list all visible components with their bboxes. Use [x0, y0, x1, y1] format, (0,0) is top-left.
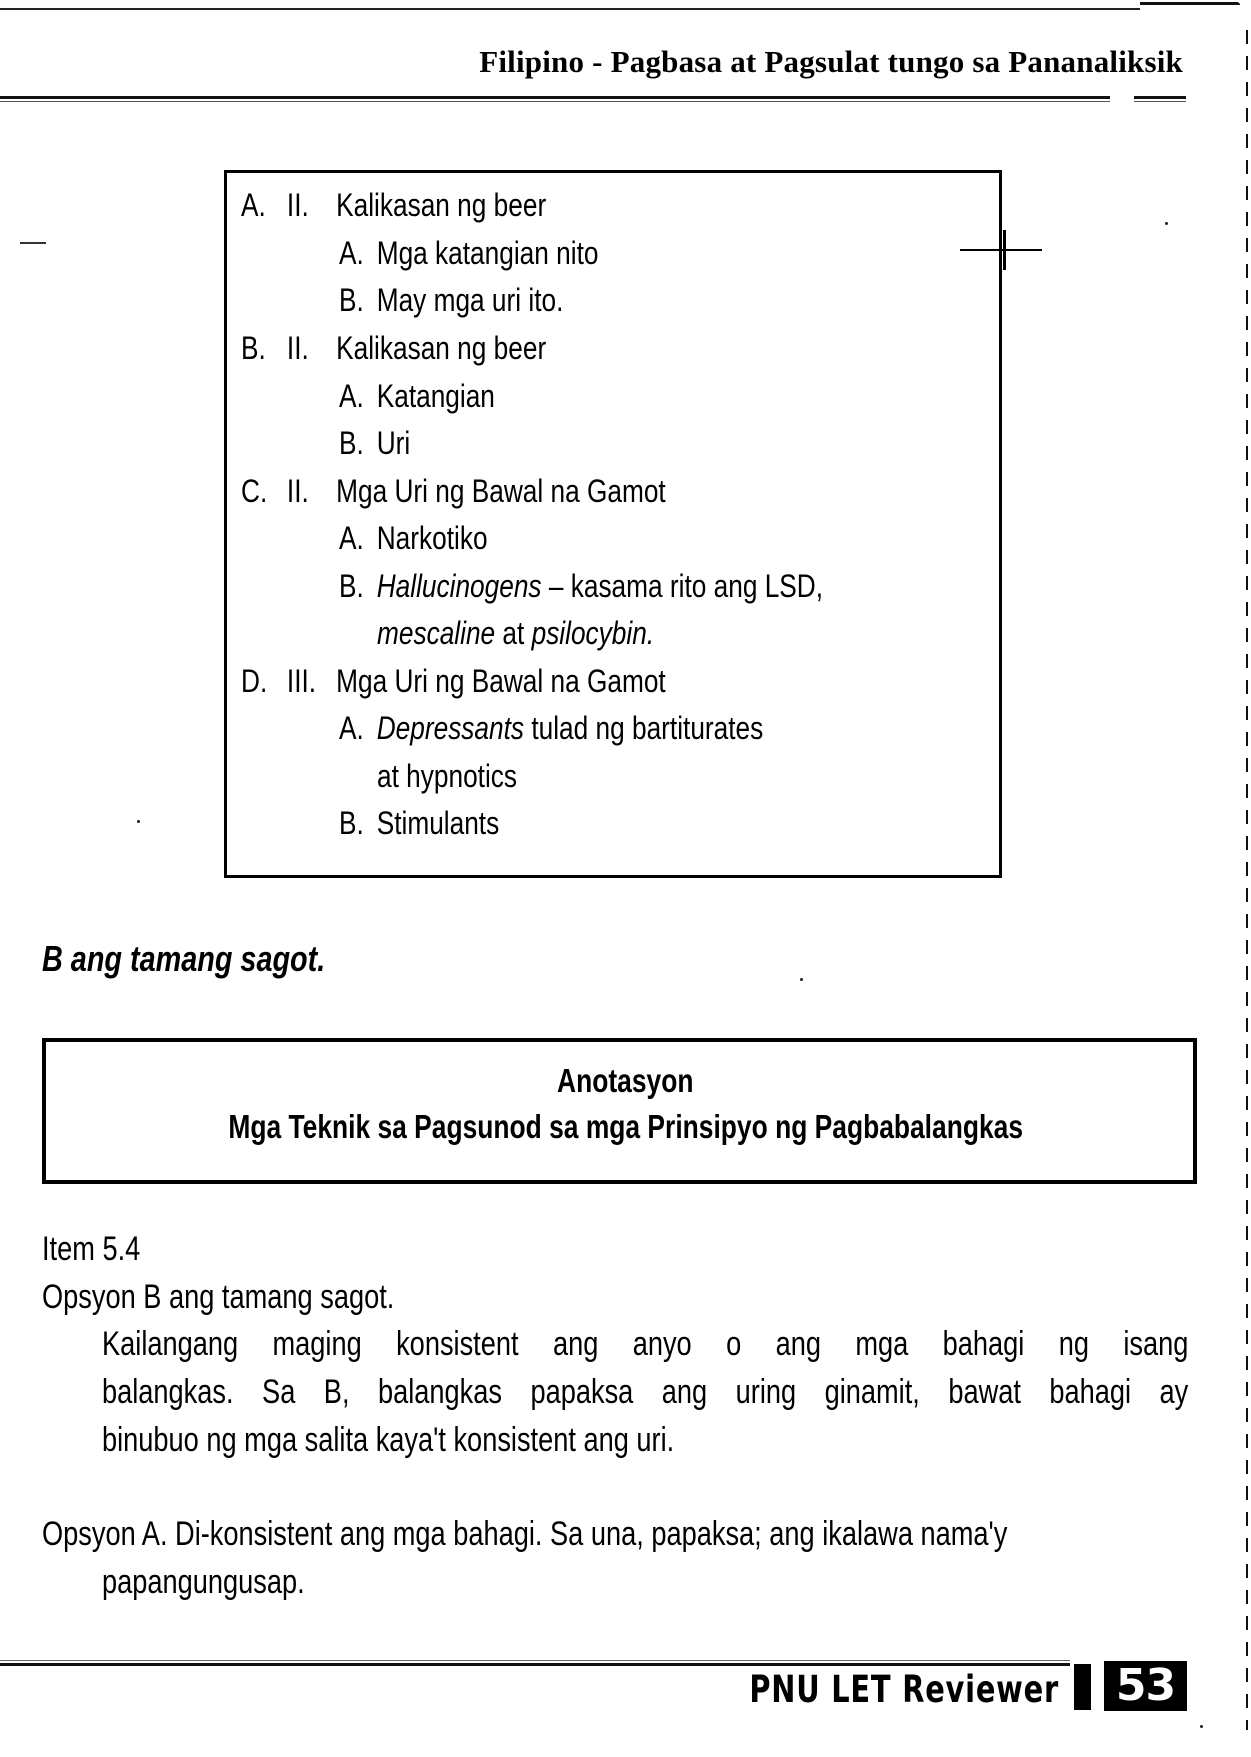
outline-subitem-continuation [377, 613, 654, 653]
paragraph-word: B, [323, 1373, 350, 1411]
paragraph-word: isang [1123, 1325, 1189, 1363]
justified-line [102, 1320, 1188, 1368]
subitem-label: A. [339, 235, 364, 271]
explanation-paragraph [102, 1320, 1189, 1464]
paragraph-word: balangkas [377, 1373, 502, 1411]
subitem-text: at [495, 615, 532, 651]
paragraph-line [102, 1320, 1189, 1368]
subitem-text: Stimulants [376, 805, 500, 841]
paragraph-word: anyo [632, 1325, 692, 1363]
outline-subitem [339, 803, 499, 843]
subitem-text: Katangian [376, 378, 495, 414]
header-rule-thin [1134, 101, 1186, 102]
option-b-heading [241, 328, 546, 368]
subitem-text: Mga katangian nito [376, 235, 599, 271]
paragraph-word: konsistent [396, 1325, 519, 1363]
header-rule [1134, 96, 1186, 99]
running-header-title: Filipino - Pagbasa at Pagsulat tungo sa Pananaliksik [479, 44, 1183, 79]
paragraph-word: ay [1159, 1373, 1189, 1411]
footer-rule [0, 1663, 1070, 1666]
subitem-italic-term: psilocybin. [531, 615, 655, 651]
paragraph-line [102, 1368, 1189, 1416]
subitem-italic-term: Hallucinogens [376, 568, 542, 604]
paragraph-word: papaksa [530, 1373, 634, 1411]
subitem-italic-term: Depressants [376, 710, 525, 746]
correct-option-statement: Opsyon B ang tamang sagot. [42, 1278, 395, 1316]
option-c-heading [241, 471, 666, 511]
page-number: 53 [1104, 1661, 1187, 1711]
outline-heading: Kalikasan ng beer [336, 330, 547, 366]
subitem-text: tulad ng bartiturates [524, 710, 764, 746]
scan-edge-right [1246, 30, 1248, 1730]
paragraph-word: ang [552, 1325, 599, 1363]
footer-book-title: PNU LET Reviewer [749, 1668, 1059, 1711]
justified-line [102, 1368, 1188, 1416]
outline-subitem [339, 708, 763, 748]
scan-speck [1165, 222, 1168, 225]
subitem-text: at hypnotics [377, 758, 518, 794]
correct-answer: B ang tamang sagot. [42, 938, 326, 979]
outline-subitem [339, 376, 495, 416]
subitem-label: B. [339, 805, 364, 841]
paragraph-word: ang [661, 1373, 708, 1411]
paragraph-word: maging [272, 1325, 362, 1363]
outline-subitem [339, 566, 823, 606]
paragraph-word: ang [775, 1325, 821, 1363]
paragraph-word: mga [855, 1325, 909, 1363]
scan-speck [800, 978, 803, 981]
outline-heading: Mga Uri ng Bawal na Gamot [336, 663, 666, 699]
paragraph-word: Kailangang [102, 1325, 239, 1363]
header-rule-thin [0, 101, 1110, 102]
outline-heading: Mga Uri ng Bawal na Gamot [336, 473, 666, 509]
paragraph-line [102, 1416, 972, 1464]
option-a-explanation-continuation: papangungusap. [102, 1563, 305, 1601]
paragraph-word: ng [1058, 1325, 1089, 1363]
footer-black-block [1074, 1664, 1091, 1710]
scan-edge-top [0, 8, 1140, 10]
roman-numeral: II. [286, 187, 309, 223]
header-rule [0, 96, 1110, 99]
annotation-title [0, 1062, 1251, 1100]
roman-numeral: III. [286, 663, 317, 699]
paragraph-word: bahagi [1049, 1373, 1132, 1411]
option-letter: B. [241, 330, 266, 366]
paragraph-word: ginamit, [824, 1373, 920, 1411]
outline-subitem [339, 280, 563, 320]
option-a-heading [241, 185, 546, 225]
registration-tick [20, 242, 46, 244]
scan-edge-corner [1140, 2, 1240, 5]
roman-numeral: II. [286, 473, 309, 509]
subitem-text: Narkotiko [376, 520, 488, 556]
item-number: Item 5.4 [42, 1230, 141, 1268]
subitem-label: A. [339, 378, 364, 414]
roman-numeral: II. [286, 330, 309, 366]
annotation-title-text: Anotasyon [557, 1062, 694, 1099]
paragraph-word: o [726, 1325, 742, 1363]
subitem-label: B. [339, 282, 364, 318]
subitem-label: A. [339, 710, 364, 746]
footer-rule-thin [0, 1660, 1070, 1661]
outline-heading: Kalikasan ng beer [336, 187, 547, 223]
outline-subitem-continuation [377, 756, 517, 796]
subitem-italic-term: mescaline [377, 615, 496, 651]
option-d-heading [241, 661, 666, 701]
subitem-label: B. [339, 425, 364, 461]
paragraph-word: binubuo ng mga salita kaya't konsistent ang uri. [102, 1421, 675, 1459]
outline-subitem [339, 233, 598, 273]
paragraph-word: bahagi [942, 1325, 1025, 1363]
subitem-label: B. [339, 568, 364, 604]
scan-speck [137, 820, 140, 823]
subitem-text: – kasama rito ang LSD, [541, 568, 824, 604]
last-line [102, 1421, 674, 1459]
registration-crosshair [1003, 230, 1006, 270]
subitem-text: May mga uri ito. [376, 282, 564, 318]
outline-subitem [339, 518, 488, 558]
option-letter: C. [241, 473, 268, 509]
annotation-subtitle [0, 1108, 1251, 1146]
paragraph-word: balangkas. [102, 1373, 234, 1411]
outline-subitem [339, 423, 410, 463]
option-letter: A. [241, 187, 266, 223]
option-a-explanation: Opsyon A. Di-konsistent ang mga bahagi. Sa una, papaksa; ang ikalawa nama'y [42, 1515, 1008, 1553]
scan-speck [1200, 1725, 1203, 1728]
paragraph-word: uring [735, 1373, 797, 1411]
option-letter: D. [241, 663, 268, 699]
subitem-text: Uri [376, 425, 411, 461]
paragraph-word: bawat [948, 1373, 1021, 1411]
outline-options-box [224, 170, 1002, 878]
paragraph-word: Sa [262, 1373, 296, 1411]
annotation-subtitle-text: Mga Teknik sa Pagsunod sa mga Prinsipyo ng Pagbabalangkas [228, 1108, 1023, 1145]
subitem-label: A. [339, 520, 364, 556]
